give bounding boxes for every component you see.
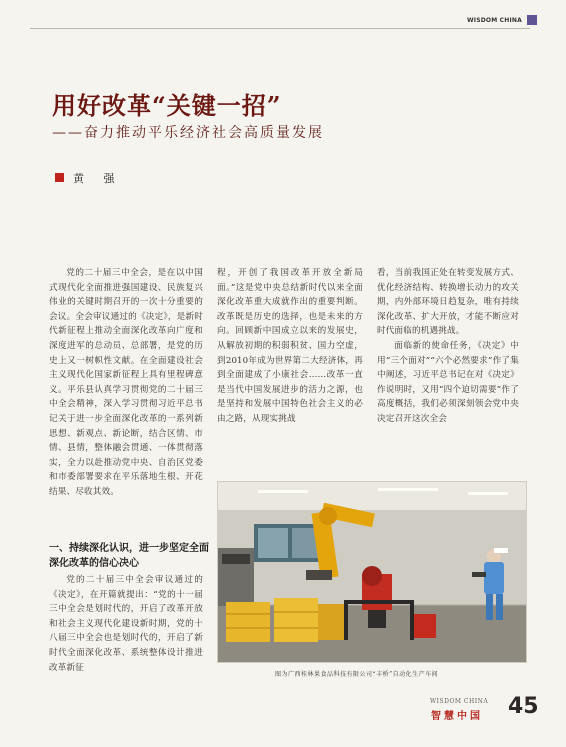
paragraph-continued: 程，开创了我国改革开放全新局面。”这是党中央总结新时代以来全面深化改革重大成就作出的重要判断。改革既是历史的选择，也是未来的方向。回顾新中国成立以来的发展史，从解放初期的积弱积贫、国力空虚，到2010年成为世界第二大经济体，再到全面建成了小康社会……改革一直是当代中国发展进步的活力之源，也是坚持和发展中国特色社会主义的必由之路，从现实挑战 — [217, 268, 363, 424]
body-column-2 — [217, 266, 363, 427]
header-square-mark — [527, 15, 537, 25]
paragraph-section-1: 党的二十届三中全会审议通过的《决定》，在开篇就提出：“党的十一届三中全会是划时代的，开启了改革开放和社会主义现代化建设新时期，党的十八届三中全会也是划时代的，开启了新时代全面深化改革、系统整体设计推进改革新征 — [49, 575, 203, 673]
workshop-photo — [217, 481, 527, 663]
photo-caption: 图为广西桂林果食品科技有限公司“丰桥”自动化生产车间 — [275, 671, 439, 678]
workshop-illustration — [218, 482, 526, 662]
paragraph-continued-2: 看，当前我国正处在转变发展方式、优化经济结构、转换增长动力的攻关期，内外部环境日趋复杂，唯有持续深化改革、扩大开放，才能不断应对时代面临的机遇挑战。 — [377, 268, 519, 337]
body-column-1 — [49, 266, 203, 500]
paragraph-intro: 党的二十届三中全会，是在以中国式现代化全面推进强国建设、民族复兴伟业的关键时期召开的一次十分重要的会议。全会审议通过的《决定》，是新时代新征程上推动全面深化改革向广度和深度进军的总动员、总部署，是党的历史上又一树帜性文献。在全面建设社会主义现代化国家新征程上具有里程碑意义。平乐县认真学习贯彻党的二十届三中全会精神，深入学习贯彻习近平总书记关于进一步全面深化改革的一系列新思想、新观点、新论断，结合区情、市情、县情，整体融会贯通、一体贯彻落实，全力以赴推动党中央、自治区党委和市委部署要求在平乐落地生根、开花结果、尽收其效。 — [49, 268, 203, 497]
header-brand: WISDOM CHINA — [466, 17, 522, 24]
article-subtitle: ——奋力推动平乐经济社会高质量发展 — [52, 125, 324, 141]
body-column-1-lower — [49, 573, 203, 675]
paragraph-mission: 面临新的使命任务，《决定》中用“三个面对”“六个必然要求”作了集中阐述，习近平总书记在对《决定》作说明时，又用“四个迫切需要”作了高度概括，我们必须深刻领会党中央决定召开这次全会 — [377, 340, 519, 424]
author-name: 黄 强 — [73, 172, 123, 185]
article-title: 用好改革“关键一招” — [52, 91, 282, 120]
body-column-3 — [377, 266, 519, 427]
author-marker — [55, 173, 64, 182]
footer-brand-cn: 智慧中国 — [431, 711, 483, 722]
header-rule — [30, 28, 530, 29]
page-number: 45 — [508, 694, 539, 719]
footer-brand-en: WISDOM CHINA — [430, 698, 489, 705]
section-heading: 一、持续深化认识，进一步坚定全面深化改革的信心决心 — [49, 543, 209, 569]
